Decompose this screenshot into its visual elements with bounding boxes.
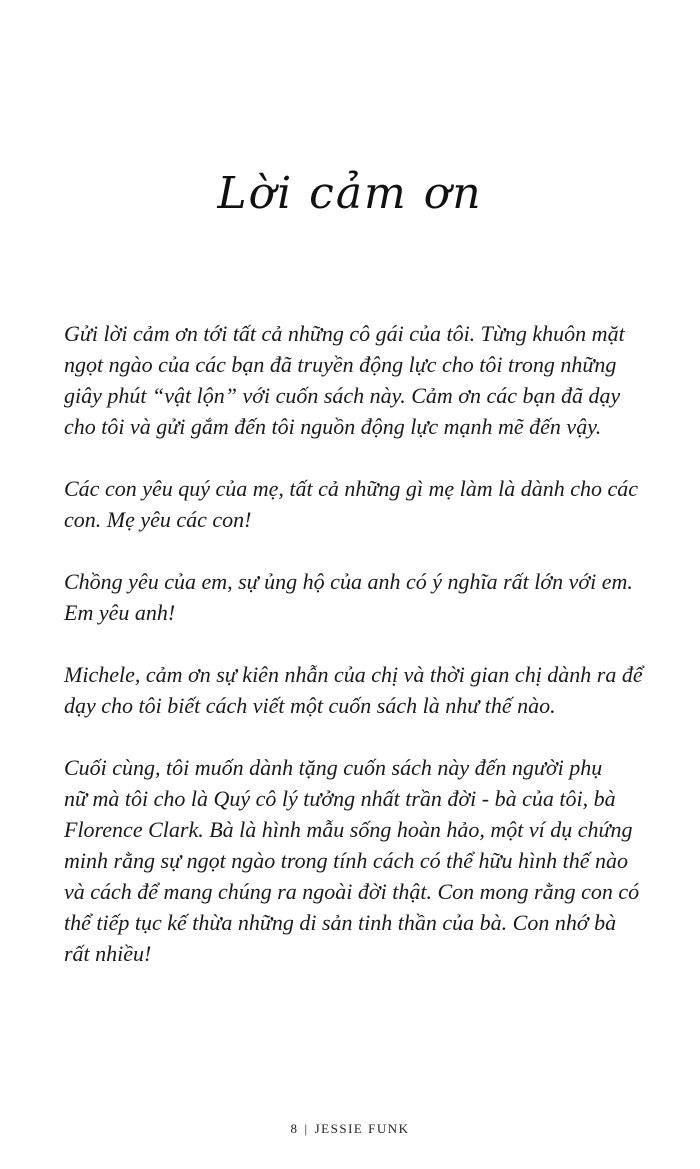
author-name: JESSIE FUNK	[314, 1121, 410, 1136]
footer-separator: |	[304, 1121, 309, 1136]
page-footer	[0, 1121, 700, 1137]
paragraph-2	[64, 473, 664, 535]
text-line: Các con yêu quý của mẹ, tất cả những gì mẹ làm là dành cho các	[64, 476, 639, 501]
text-line: giây phút “vật lộn” với cuốn sách này. Cảm ơn các bạn đã dạy	[64, 383, 621, 408]
text-line: rất nhiều!	[64, 941, 152, 966]
text-line: thể tiếp tục kế thừa những di sản tinh thần của bà. Con nhớ bà	[64, 910, 617, 935]
acknowledgements-body	[64, 318, 664, 1000]
paragraph-1	[64, 318, 664, 442]
text-line: con. Mẹ yêu các con!	[64, 507, 252, 532]
text-line: Cuối cùng, tôi muốn dành tặng cuốn sách này đến người phụ	[64, 755, 603, 780]
paragraph-5	[64, 752, 664, 969]
text-line: nữ mà tôi cho là Quý cô lý tưởng nhất trần đời - bà của tôi, bà	[64, 786, 616, 811]
page-title: Lời cảm ơn	[217, 168, 483, 219]
text-line: Chồng yêu của em, sự ủng hộ của anh có ý nghĩa rất lớn với em.	[64, 569, 633, 594]
text-line: Em yêu anh!	[64, 600, 176, 625]
text-line: và cách để mang chúng ra ngoài đời thật. Con mong rằng con có	[64, 879, 640, 904]
page-number: 8	[290, 1121, 299, 1136]
text-line: ngọt ngào của các bạn đã truyền động lực cho tôi trong những	[64, 352, 617, 377]
text-line: cho tôi và gửi gắm đến tôi nguồn động lực mạnh mẽ đến vậy.	[64, 414, 602, 439]
text-line: Florence Clark. Bà là hình mẫu sống hoàn hảo, một ví dụ chứng	[64, 817, 633, 842]
text-line: Michele, cảm ơn sự kiên nhẫn của chị và thời gian chị dành ra để	[64, 662, 643, 687]
paragraph-3	[64, 566, 664, 628]
paragraph-4	[64, 659, 664, 721]
text-line: Gửi lời cảm ơn tới tất cả những cô gái của tôi. Từng khuôn mặt	[64, 321, 625, 346]
text-line: minh rằng sự ngọt ngào trong tính cách có thể hữu hình thế nào	[64, 848, 628, 873]
text-line: dạy cho tôi biết cách viết một cuốn sách là như thế nào.	[64, 693, 556, 718]
